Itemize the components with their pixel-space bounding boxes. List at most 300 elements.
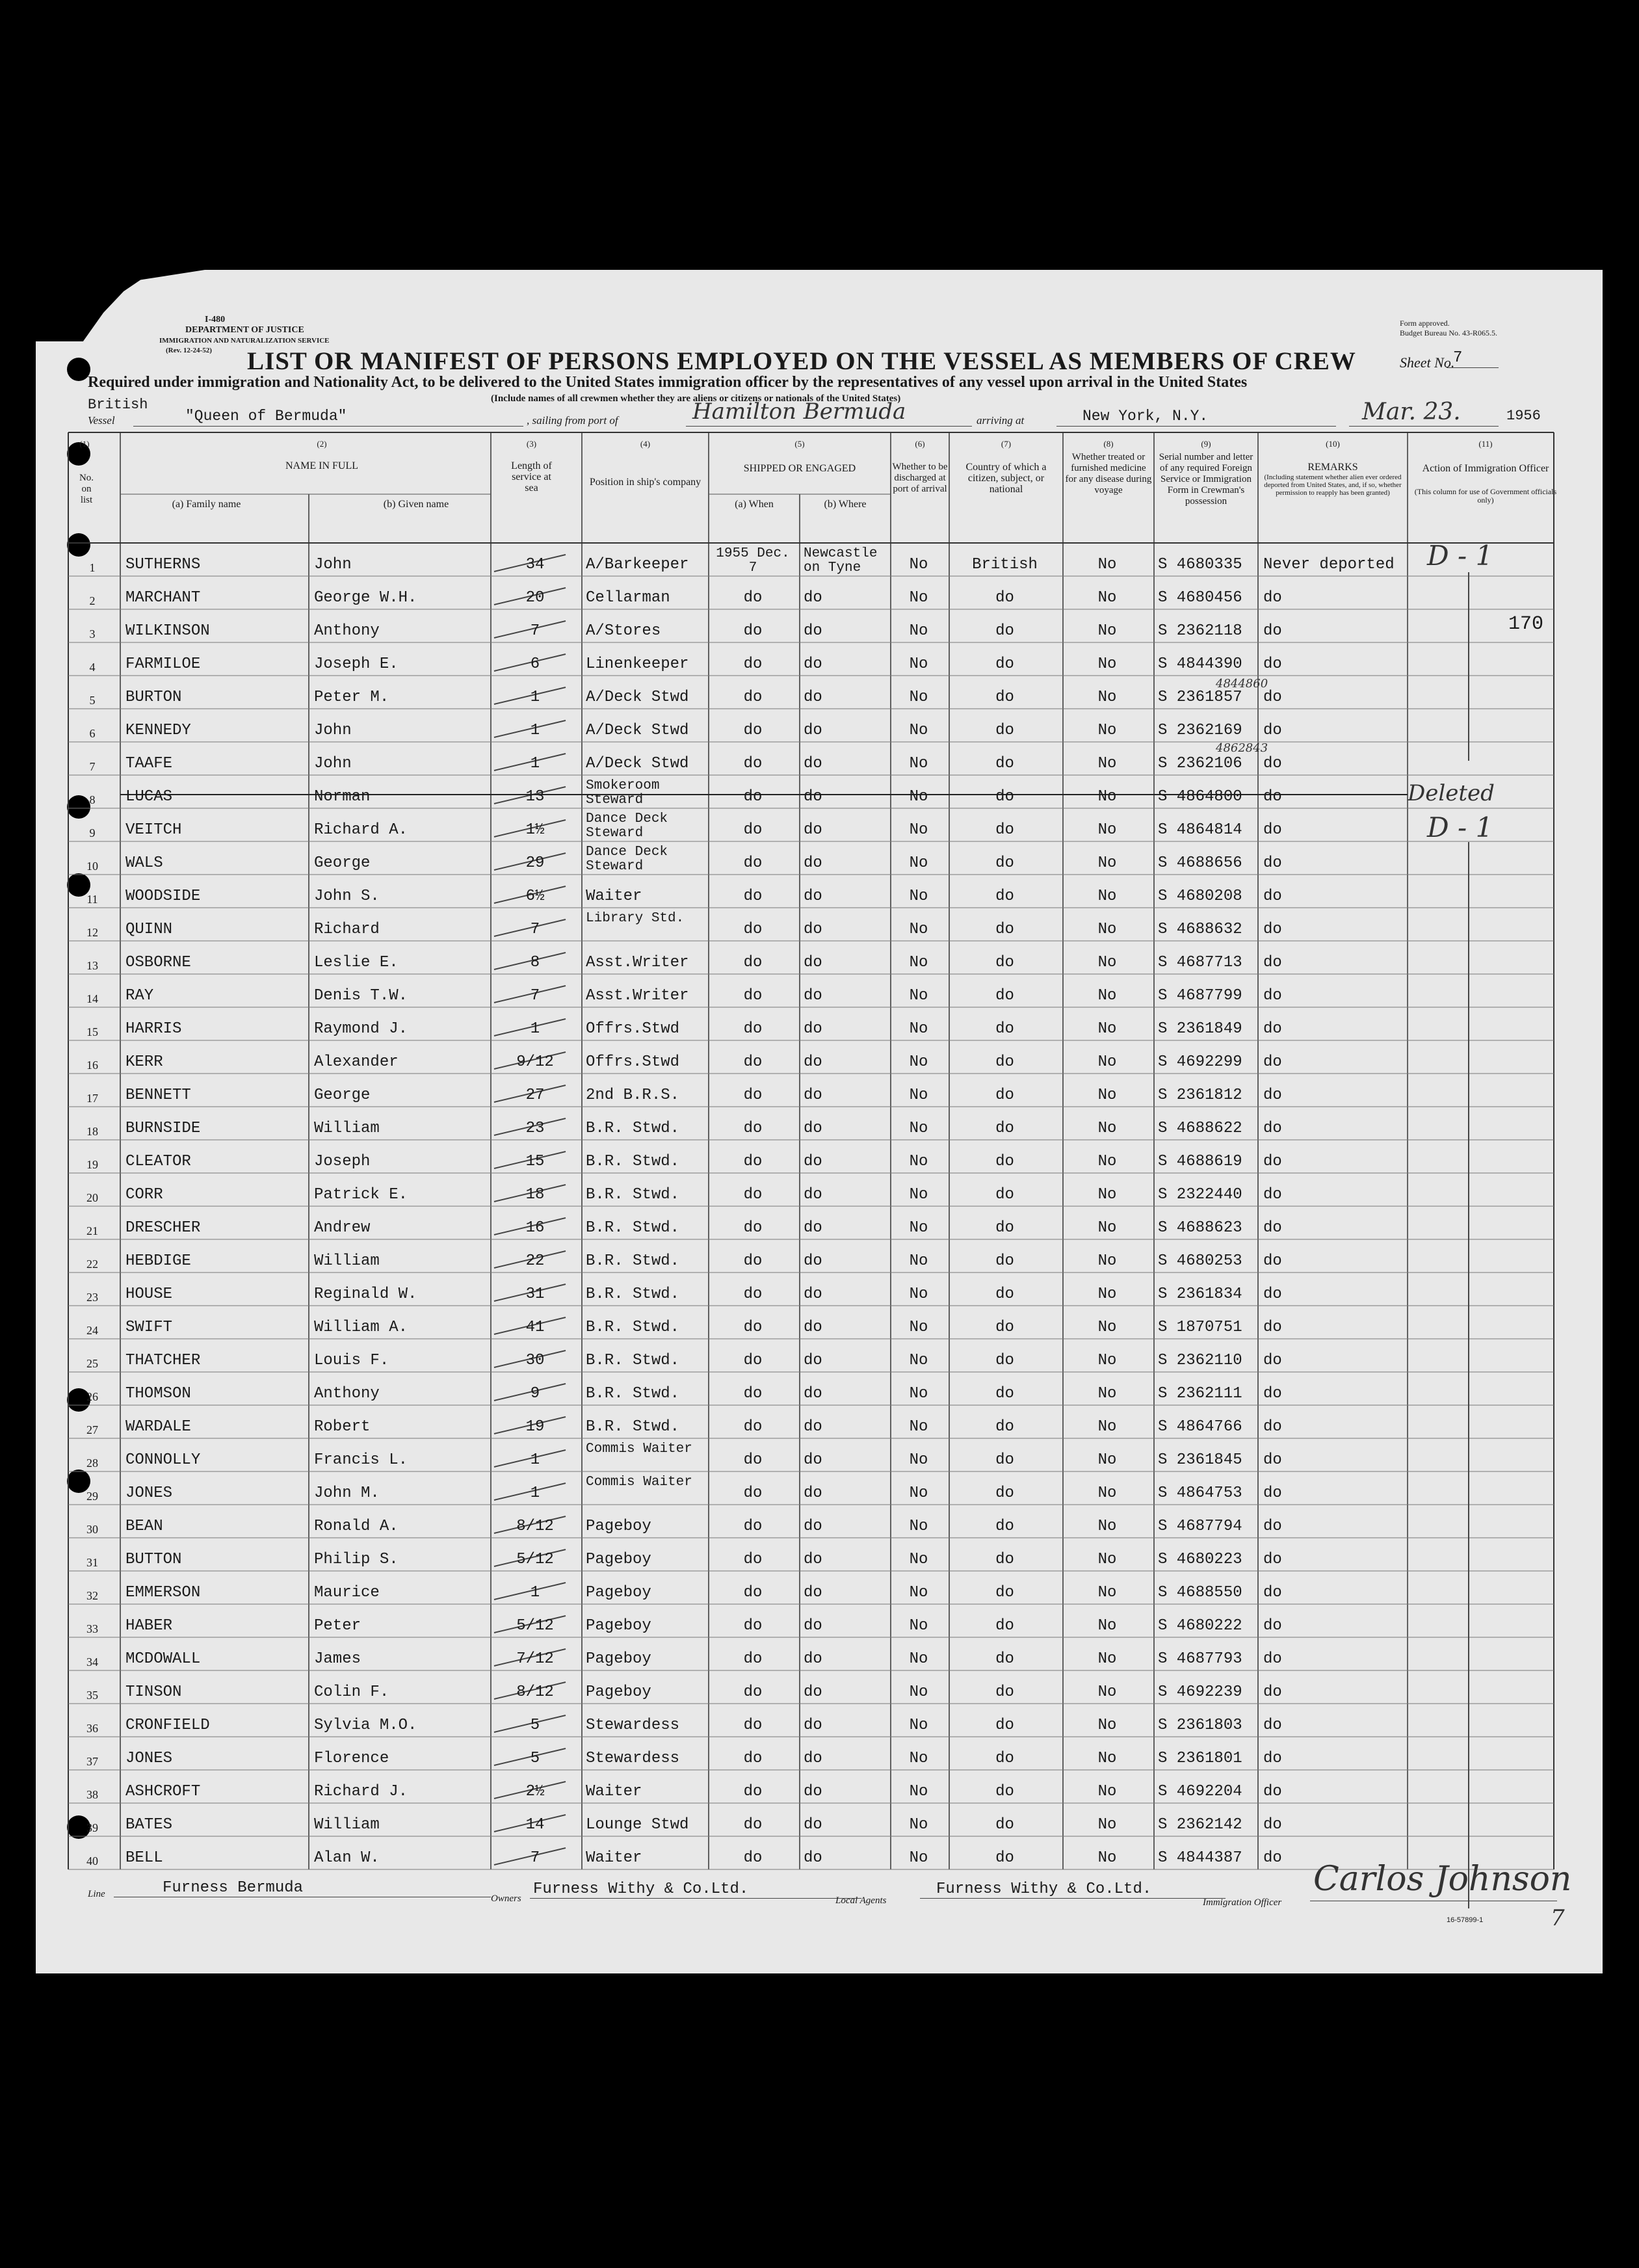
given-name-cell: Leslie E.: [314, 954, 399, 971]
remarks-cell: do: [1263, 1816, 1282, 1834]
shipped-when-cell: do: [743, 1783, 763, 1800]
family-name-cell: CRONFIELD: [125, 1717, 210, 1734]
medicine-cell: No: [1097, 1750, 1117, 1767]
row-number: 14: [86, 992, 98, 1005]
given-name-cell: Florence: [314, 1750, 389, 1767]
family-name-cell: TAAFE: [125, 755, 173, 772]
given-name-cell: George W.H.: [314, 589, 417, 607]
family-name-cell: CLEATOR: [125, 1153, 191, 1170]
position-cell: Linenkeeper: [586, 655, 689, 673]
medicine-cell: No: [1097, 1551, 1117, 1568]
serial-number-cell: S 4844387: [1158, 1849, 1242, 1867]
remarks-cell: do: [1263, 1484, 1282, 1502]
shipped-when-cell: do: [743, 689, 763, 706]
position-cell: B.R. Stwd.: [586, 1153, 680, 1170]
service-length-cell: 1: [530, 689, 540, 706]
position-cell: B.R. Stwd.: [586, 1319, 680, 1336]
given-name-cell: Joseph E.: [314, 655, 399, 673]
service-length-cell: 13: [525, 788, 545, 806]
serial-number-cell: S 4680456: [1158, 589, 1242, 607]
shipped-when-cell: do: [743, 1683, 763, 1701]
position-cell: Pageboy: [586, 1650, 651, 1668]
family-name-cell: DRESCHER: [125, 1219, 201, 1237]
shipped-where-cell: do: [804, 1683, 822, 1701]
given-name-cell: John: [314, 722, 352, 739]
country-cell: do: [995, 655, 1014, 673]
serial-number-cell: S 4688622: [1158, 1120, 1242, 1137]
shipped-when-cell: do: [743, 1186, 763, 1204]
family-name-cell: ASHCROFT: [125, 1783, 201, 1800]
service-length-cell: 7: [530, 921, 540, 938]
discharge-cell: No: [909, 788, 928, 806]
discharge-cell: No: [909, 1518, 928, 1535]
row-number: 6: [89, 727, 96, 740]
shipped-when-cell: do: [743, 1584, 763, 1602]
country-cell: do: [995, 1849, 1014, 1867]
position-cell: A/Barkeeper: [586, 556, 689, 574]
country-cell: do: [995, 1153, 1014, 1170]
medicine-cell: No: [1097, 1650, 1117, 1668]
given-name-cell: Denis T.W.: [314, 987, 408, 1005]
family-name-cell: THOMSON: [125, 1385, 191, 1403]
shipped-when-cell: do: [743, 1020, 763, 1038]
serial-number-cell: S 4692299: [1158, 1053, 1242, 1071]
row-number: 33: [86, 1622, 98, 1635]
col1-header: No. on list: [79, 473, 94, 505]
country-cell: do: [995, 722, 1014, 739]
remarks-cell: do: [1263, 987, 1282, 1005]
col5a-header: (a) When: [735, 499, 774, 510]
service-length-cell: 7: [530, 987, 540, 1005]
remarks-cell: do: [1263, 755, 1282, 772]
position-cell: B.R. Stwd.: [586, 1286, 680, 1303]
shipped-when-cell: do: [743, 1319, 763, 1336]
position-cell: 2nd B.R.S.: [586, 1087, 680, 1104]
discharge-cell: No: [909, 854, 928, 872]
service-length-cell: 29: [525, 854, 545, 872]
medicine-cell: No: [1097, 556, 1117, 574]
discharge-cell: No: [909, 1783, 928, 1800]
medicine-cell: No: [1097, 888, 1117, 905]
serial-number-cell: S 4687713: [1158, 954, 1242, 971]
shipped-when-cell: do: [743, 589, 763, 607]
col6-header: Whether to be discharged at port of arrival: [892, 462, 948, 494]
service-length-cell: 1: [530, 722, 540, 739]
row-number: 11: [86, 893, 98, 906]
medicine-cell: No: [1097, 655, 1117, 673]
family-name-cell: BELL: [125, 1849, 163, 1867]
medicine-cell: No: [1097, 1153, 1117, 1170]
given-name-cell: Alan W.: [314, 1849, 380, 1867]
family-name-cell: THATCHER: [125, 1352, 201, 1369]
service-length-cell: 9/12: [516, 1053, 554, 1071]
serial-number-cell: S 4688619: [1158, 1153, 1242, 1170]
given-name-cell: Richard J.: [314, 1783, 408, 1800]
print-code: 16-57899-1: [1447, 1916, 1484, 1924]
discharge-cell: No: [909, 1584, 928, 1602]
family-name-cell: BENNETT: [125, 1087, 191, 1104]
remarks-cell: do: [1263, 1219, 1282, 1237]
position-cell: Waiter: [586, 888, 642, 905]
country-cell: do: [995, 689, 1014, 706]
position-cell: A/Deck Stwd: [586, 722, 689, 739]
line-label: Line: [88, 1889, 105, 1899]
row-number: 35: [86, 1689, 98, 1702]
medicine-cell: No: [1097, 1816, 1117, 1834]
manifest-subtitle: Required under immigration and Nationality Act, to be delivered to the United States immigration officer by the representatives of any vessel upon arrival in the United States: [88, 374, 1248, 391]
country-cell: do: [995, 1451, 1014, 1469]
remarks-cell: do: [1263, 722, 1282, 739]
service-length-cell: 7: [530, 622, 540, 640]
given-name-cell: James: [314, 1650, 361, 1668]
shipped-where-cell: do: [804, 854, 822, 872]
family-name-cell: KENNEDY: [125, 722, 191, 739]
remarks-cell: do: [1263, 1717, 1282, 1734]
position-cell: Commis Waiter: [586, 1442, 692, 1457]
position-cell: B.R. Stwd.: [586, 1186, 680, 1204]
discharge-cell: No: [909, 1286, 928, 1303]
family-name-cell: KERR: [125, 1053, 163, 1071]
serial-number-cell: S 2361849: [1158, 1020, 1242, 1038]
col10-number: (10): [1326, 439, 1340, 449]
service-length-cell: 1½: [525, 821, 545, 839]
serial-number-cell: S 2361801: [1158, 1750, 1242, 1767]
row-number: 29: [86, 1490, 98, 1503]
discharge-cell: No: [909, 1750, 928, 1767]
serial-number-cell: S 4680223: [1158, 1551, 1242, 1568]
medicine-cell: No: [1097, 854, 1117, 872]
col8-number: (8): [1103, 439, 1114, 449]
country-cell: do: [995, 622, 1014, 640]
remarks-cell: do: [1263, 589, 1282, 607]
position-cell: Waiter: [586, 1783, 642, 1800]
shipped-where-cell: do: [804, 1816, 822, 1834]
given-name-cell: Maurice: [314, 1584, 380, 1602]
discharge-cell: No: [909, 655, 928, 673]
service-length-cell: 41: [525, 1319, 545, 1336]
service-length-cell: 5: [530, 1750, 540, 1767]
family-name-cell: HEBDIGE: [125, 1252, 191, 1270]
given-name-cell: Louis F.: [314, 1352, 389, 1369]
manifest-sheet: [36, 270, 1603, 1973]
discharge-cell: No: [909, 1186, 928, 1204]
position-cell: Offrs.Stwd: [586, 1020, 680, 1038]
row-number: 27: [86, 1423, 98, 1436]
given-name-cell: Norman: [314, 788, 371, 806]
service-length-cell: 34: [525, 556, 545, 574]
family-name-cell: WOODSIDE: [125, 888, 201, 905]
service-length-cell: 6: [530, 655, 540, 673]
agents-label: Local Agents: [835, 1895, 887, 1906]
given-name-cell: Andrew: [314, 1219, 371, 1237]
family-name-cell: TINSON: [125, 1683, 182, 1701]
given-name-cell: Anthony: [314, 622, 380, 640]
row-number: 15: [86, 1025, 98, 1038]
owners-label: Owners: [491, 1893, 521, 1904]
shipped-where-cell: do: [804, 1153, 822, 1170]
discharge-cell: No: [909, 1551, 928, 1568]
bracket-line-bottom: [1468, 842, 1469, 1908]
country-cell: do: [995, 821, 1014, 839]
position-cell: B.R. Stwd.: [586, 1219, 680, 1237]
country-cell: do: [995, 1286, 1014, 1303]
discharge-cell: No: [909, 1816, 928, 1834]
shipped-where-cell: do: [804, 1286, 822, 1303]
given-name-cell: William A.: [314, 1319, 408, 1336]
shipped-when-cell: do: [743, 655, 763, 673]
serial-number-cell: S 1870751: [1158, 1319, 1242, 1336]
handwritten-count: 170: [1508, 613, 1544, 635]
service-length-cell: 15: [525, 1153, 545, 1170]
medicine-cell: No: [1097, 1683, 1117, 1701]
shipped-when-cell: 1955 Dec. 7: [716, 547, 790, 575]
remarks-cell: do: [1263, 1286, 1282, 1303]
owners-value: Furness Withy & Co.Ltd.: [533, 1880, 749, 1898]
family-name-cell: FARMILOE: [125, 655, 201, 673]
position-cell: Offrs.Stwd: [586, 1053, 680, 1071]
medicine-cell: No: [1097, 589, 1117, 607]
remarks-cell: do: [1263, 1584, 1282, 1602]
country-cell: do: [995, 1219, 1014, 1237]
discharge-cell: No: [909, 1020, 928, 1038]
position-cell: Dance Deck Steward: [586, 812, 668, 841]
serial-number-cell: S 2362110: [1158, 1352, 1242, 1369]
service-length-cell: 8: [530, 954, 540, 971]
family-name-cell: MCDOWALL: [125, 1650, 201, 1668]
remarks-cell: do: [1263, 788, 1282, 806]
country-cell: do: [995, 1087, 1014, 1104]
shipped-where-cell: do: [804, 1319, 822, 1336]
serial-number-cell: S 2361857: [1158, 689, 1242, 706]
discharge-cell: No: [909, 1252, 928, 1270]
shipped-when-cell: do: [743, 1120, 763, 1137]
service-length-cell: 9: [530, 1385, 540, 1403]
shipped-where-cell: do: [804, 589, 822, 607]
shipped-when-cell: do: [743, 888, 763, 905]
remarks-cell: do: [1263, 888, 1282, 905]
service-length-cell: 8/12: [516, 1518, 554, 1535]
shipped-where-cell: do: [804, 1849, 822, 1867]
position-cell: Pageboy: [586, 1584, 651, 1602]
remarks-cell: do: [1263, 1087, 1282, 1104]
position-cell: Asst.Writer: [586, 987, 689, 1005]
remarks-cell: do: [1263, 1617, 1282, 1635]
country-cell: do: [995, 921, 1014, 938]
discharge-cell: No: [909, 1120, 928, 1137]
row-number: 10: [86, 860, 98, 873]
serial-number-cell: S 4680222: [1158, 1617, 1242, 1635]
serial-number-cell: S 4692239: [1158, 1683, 1242, 1701]
shipped-when-cell: do: [743, 821, 763, 839]
family-name-cell: JONES: [125, 1484, 173, 1502]
country-cell: do: [995, 1518, 1014, 1535]
discharge-cell: No: [909, 622, 928, 640]
country-cell: do: [995, 854, 1014, 872]
shipped-when-cell: do: [743, 1286, 763, 1303]
discharge-cell: No: [909, 1617, 928, 1635]
row-number: 20: [86, 1191, 98, 1204]
medicine-cell: No: [1097, 1783, 1117, 1800]
handwritten-serial-5: 4844860: [1216, 677, 1268, 691]
col4-number: (4): [640, 439, 651, 449]
shipped-where-cell: do: [804, 1418, 822, 1436]
col7-number: (7): [1001, 439, 1012, 449]
shipped-when-cell: do: [743, 1252, 763, 1270]
shipped-when-cell: do: [743, 1551, 763, 1568]
row-number: 21: [86, 1224, 98, 1237]
medicine-cell: No: [1097, 1286, 1117, 1303]
officer-signature: Carlos Johnson: [1313, 1860, 1572, 1899]
position-cell: Library Std.: [586, 912, 685, 926]
family-name-cell: VEITCH: [125, 821, 182, 839]
service-length-cell: 2½: [525, 1783, 545, 1800]
shipped-when-cell: do: [743, 1385, 763, 1403]
shipped-when-cell: do: [743, 788, 763, 806]
shipped-where-cell: do: [804, 1484, 822, 1502]
medicine-cell: No: [1097, 954, 1117, 971]
serial-number-cell: S 4680208: [1158, 888, 1242, 905]
row-number: 3: [89, 627, 96, 640]
col1-number: (1): [79, 439, 90, 449]
country-cell: do: [995, 1683, 1014, 1701]
shipped-where-cell: do: [804, 1518, 822, 1535]
family-name-cell: RAY: [125, 987, 154, 1005]
given-name-cell: Joseph: [314, 1153, 371, 1170]
row-number: 38: [86, 1788, 98, 1801]
serial-number-cell: S 2362169: [1158, 722, 1242, 739]
remarks-cell: do: [1263, 1518, 1282, 1535]
department: DEPARTMENT OF JUSTICE: [185, 325, 304, 335]
country-cell: do: [995, 1319, 1014, 1336]
serial-number-cell: S 4680253: [1158, 1252, 1242, 1270]
shipped-where-cell: do: [804, 622, 822, 640]
discharge-cell: No: [909, 589, 928, 607]
remarks-cell: do: [1263, 689, 1282, 706]
discharge-cell: No: [909, 921, 928, 938]
given-name-cell: Patrick E.: [314, 1186, 408, 1204]
given-name-cell: Robert: [314, 1418, 371, 1436]
remarks-cell: do: [1263, 954, 1282, 971]
arrival-date: Mar. 23.: [1362, 399, 1461, 425]
remarks-cell: do: [1263, 1319, 1282, 1336]
shipped-where-cell: do: [804, 1385, 822, 1403]
col2a-header: (a) Family name: [172, 499, 241, 510]
remarks-cell: do: [1263, 1650, 1282, 1668]
service-length-cell: 1: [530, 1584, 540, 1602]
position-cell: Dance Deck Steward: [586, 845, 668, 874]
service-length-cell: 16: [525, 1219, 545, 1237]
discharge-cell: No: [909, 1087, 928, 1104]
serial-number-cell: S 4688623: [1158, 1219, 1242, 1237]
country-cell: do: [995, 1750, 1014, 1767]
remarks-cell: do: [1263, 921, 1282, 938]
remarks-cell: do: [1263, 1385, 1282, 1403]
serial-number-cell: S 2361845: [1158, 1451, 1242, 1469]
col7-header: Country of which a citizen, subject, or national: [965, 462, 1047, 495]
given-name-cell: Ronald A.: [314, 1518, 399, 1535]
row-number: 40: [86, 1854, 98, 1867]
shipped-where-cell: do: [804, 722, 822, 739]
country-cell: do: [995, 1783, 1014, 1800]
serial-number-cell: S 2362142: [1158, 1816, 1242, 1834]
position-cell: B.R. Stwd.: [586, 1252, 680, 1270]
service-length-cell: 1: [530, 1451, 540, 1469]
country-cell: do: [995, 1551, 1014, 1568]
discharge-cell: No: [909, 1650, 928, 1668]
bracket-line-top: [1468, 572, 1469, 761]
medicine-cell: No: [1097, 1451, 1117, 1469]
col3-number: (3): [526, 439, 537, 449]
row-number: 22: [86, 1258, 98, 1271]
col2b-header: (b) Given name: [383, 499, 449, 510]
family-name-cell: WARDALE: [125, 1418, 191, 1436]
medicine-cell: No: [1097, 1087, 1117, 1104]
given-name-cell: Philip S.: [314, 1551, 399, 1568]
family-name-cell: CORR: [125, 1186, 163, 1204]
manifest-title: LIST OR MANIFEST OF PERSONS EMPLOYED ON THE VESSEL AS MEMBERS OF CREW: [247, 347, 1356, 375]
country-cell: do: [995, 755, 1014, 772]
row-number: 24: [86, 1324, 98, 1337]
col11-note: (This column for use of Government officials only): [1414, 487, 1557, 505]
serial-number-cell: S 4687794: [1158, 1518, 1242, 1535]
discharge-cell: No: [909, 1385, 928, 1403]
given-name-cell: George: [314, 854, 371, 872]
shipped-where-cell: do: [804, 1219, 822, 1237]
row-number: 39: [86, 1821, 98, 1834]
position-cell: Asst.Writer: [586, 954, 689, 971]
service-length-cell: 1: [530, 1020, 540, 1038]
shipped-where-cell: do: [804, 987, 822, 1005]
shipped-when-cell: do: [743, 1650, 763, 1668]
row-number: 25: [86, 1357, 98, 1370]
shipped-when-cell: do: [743, 1518, 763, 1535]
shipped-when-cell: do: [743, 1153, 763, 1170]
country-cell: do: [995, 1053, 1014, 1071]
country-cell: do: [995, 1717, 1014, 1734]
medicine-cell: No: [1097, 1717, 1117, 1734]
col3-header: Length of service at sea: [511, 460, 552, 494]
family-name-cell: BEAN: [125, 1518, 163, 1535]
medicine-cell: No: [1097, 821, 1117, 839]
shipped-when-cell: do: [743, 921, 763, 938]
remarks-cell: Never deported: [1263, 556, 1395, 574]
country-cell: do: [995, 1252, 1014, 1270]
position-cell: B.R. Stwd.: [586, 1120, 680, 1137]
discharge-cell: No: [909, 755, 928, 772]
form-id: I-480: [205, 315, 226, 324]
position-cell: Stewardess: [586, 1750, 680, 1767]
country-cell: do: [995, 1418, 1014, 1436]
shipped-where-cell: do: [804, 1617, 822, 1635]
serial-number-cell: S 2362111: [1158, 1385, 1242, 1403]
serial-number-cell: S 2322440: [1158, 1186, 1242, 1204]
remarks-cell: do: [1263, 1849, 1282, 1867]
family-name-cell: OSBORNE: [125, 954, 191, 971]
service-length-cell: 5: [530, 1717, 540, 1734]
row-number: 1: [89, 561, 96, 574]
nationality: British: [88, 397, 148, 413]
form-approved: Form approved.: [1400, 319, 1450, 328]
remarks-cell: do: [1263, 854, 1282, 872]
country-cell: British: [972, 556, 1038, 574]
col6-number: (6): [915, 439, 925, 449]
given-name-cell: William: [314, 1816, 380, 1834]
discharge-cell: No: [909, 1484, 928, 1502]
medicine-cell: No: [1097, 987, 1117, 1005]
serial-number-cell: S 4687799: [1158, 987, 1242, 1005]
country-cell: do: [995, 1120, 1014, 1137]
country-cell: do: [995, 954, 1014, 971]
